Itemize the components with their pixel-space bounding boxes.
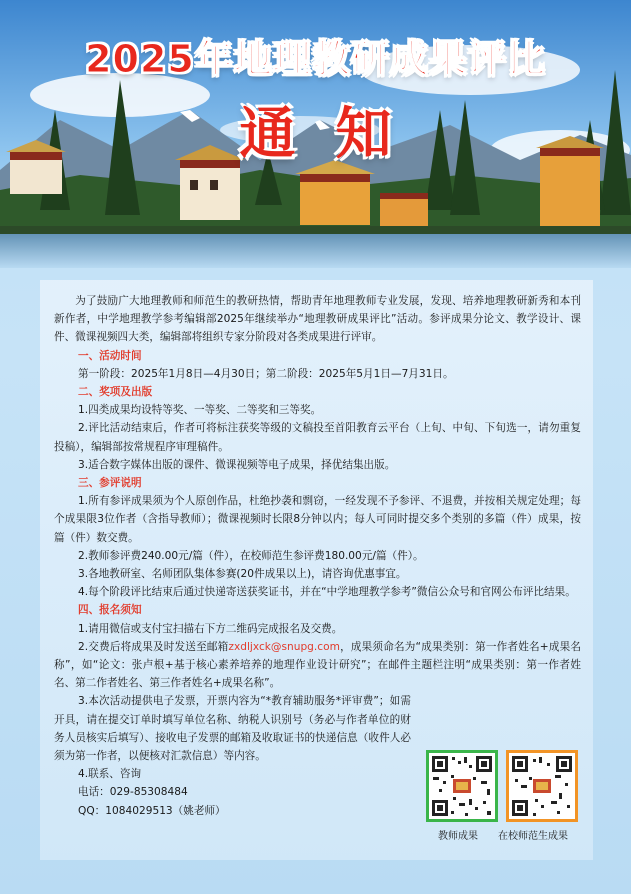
- teacher-qr-caption: 教师成果: [438, 831, 478, 842]
- signup-line-2-prefix: 2.交费后将成果及时发送至邮箱: [78, 640, 229, 653]
- contact-phone: 电话：029-85308484: [78, 786, 188, 799]
- signup-line-2-suffix: ，成果须命名为“成果类别：第一作者姓名+成果名称”，如“论文：张卢根+基于核心素养培养的地理作业设计研究”；在邮件主题栏注明“成果类别：第一作者姓名、第二作者姓名、第三作者姓名+成果名称”。: [54, 640, 581, 690]
- section-heading-rules: 三、参评说明: [78, 477, 142, 490]
- intro-paragraph: 为了鼓励广大地理教师和师范生的教研热情，帮助青年地理教师专业发展，发现、培养地理教研新秀和本刊新作者，中学地理教学参考编辑部2025年继续举办“地理教研成果评比”活动。参评成果分论文、教学设计、课件、微课视频四大类，编辑部将组织专家分阶段对各类成果进行评审。: [54, 295, 581, 344]
- awards-line-2: 2.评比活动结束后，作者可将标注获奖等级的文稿投至首阳教育云平台（上旬、中旬、下旬选一，请勿重复投稿），编辑部按常规程序审理稿件。: [54, 422, 581, 453]
- contact-qq: QQ：1084029513（姚老师）: [78, 804, 226, 817]
- rules-line-1: 1.所有参评成果须为个人原创作品，杜绝抄袭和剽窃，一经发现不予参评、不退费，并按相关规定处理；每个成果限3位作者（含指导教师）；微课视频时长限8分钟以内；每人可同时提交多个类别的多篇（件）成果，按篇（件）数交费。: [54, 495, 581, 544]
- section-heading-signup: 四、报名须知: [78, 604, 142, 617]
- qr-code-icon: [509, 753, 575, 819]
- teacher-qr-code[interactable]: [426, 750, 498, 822]
- notice-body: [40, 280, 593, 860]
- qr-code-icon: [429, 753, 495, 819]
- email-link[interactable]: zxdljxck@snupg.com: [228, 640, 340, 653]
- rules-line-3: 3.各地教研室、名师团队集体参赛(20件成果以上)，请咨询优惠事宜。: [78, 568, 407, 581]
- contact-heading: 4.联系、咨询: [78, 768, 142, 781]
- signup-line-1: 1.请用微信或支付宝扫描右下方二维码完成报名及交费。: [78, 622, 343, 635]
- awards-line-3: 3.适合数字媒体出版的课件、微课视频等电子成果，择优结集出版。: [78, 458, 396, 471]
- poster-title: 2025年地理教研成果评比: [85, 37, 546, 81]
- poster-subtitle: 通知: [239, 102, 432, 167]
- rules-line-2: 2.教师参评费240.00元/篇（件），在校师范生参评费180.00元/篇（件）。: [78, 549, 424, 562]
- student-qr-code[interactable]: [506, 750, 578, 822]
- student-qr-caption: 在校师范生成果: [498, 831, 568, 842]
- signup-line-3: 3.本次活动提供电子发票，开票内容为“*教育辅助服务*评审费”；如需开具，请在提交订单时填写单位名称、纳税人识别号（务必与作者单位的财务人员核实后填写）、接收电子发票的邮箱及收取证书的快递信息（收件人必须为第一作者，以便核对汇款信息）等内容。: [54, 695, 411, 763]
- rules-line-4: 4.每个阶段评比结束后通过快递寄送获奖证书，并在“中学地理教学参考”微信公众号和官网公布评比结果。: [78, 586, 576, 599]
- time-line: 第一阶段：2025年1月8日—4月30日；第二阶段：2025年5月1日—7月31日。: [78, 367, 454, 380]
- awards-line-1: 1.四类成果均设特等奖、一等奖、二等奖和三等奖。: [78, 404, 322, 417]
- header-banner: [0, 0, 631, 268]
- section-heading-time: 一、活动时间: [78, 349, 142, 362]
- signup-line-2: [54, 638, 581, 693]
- section-heading-awards: 二、奖项及出版: [78, 386, 153, 399]
